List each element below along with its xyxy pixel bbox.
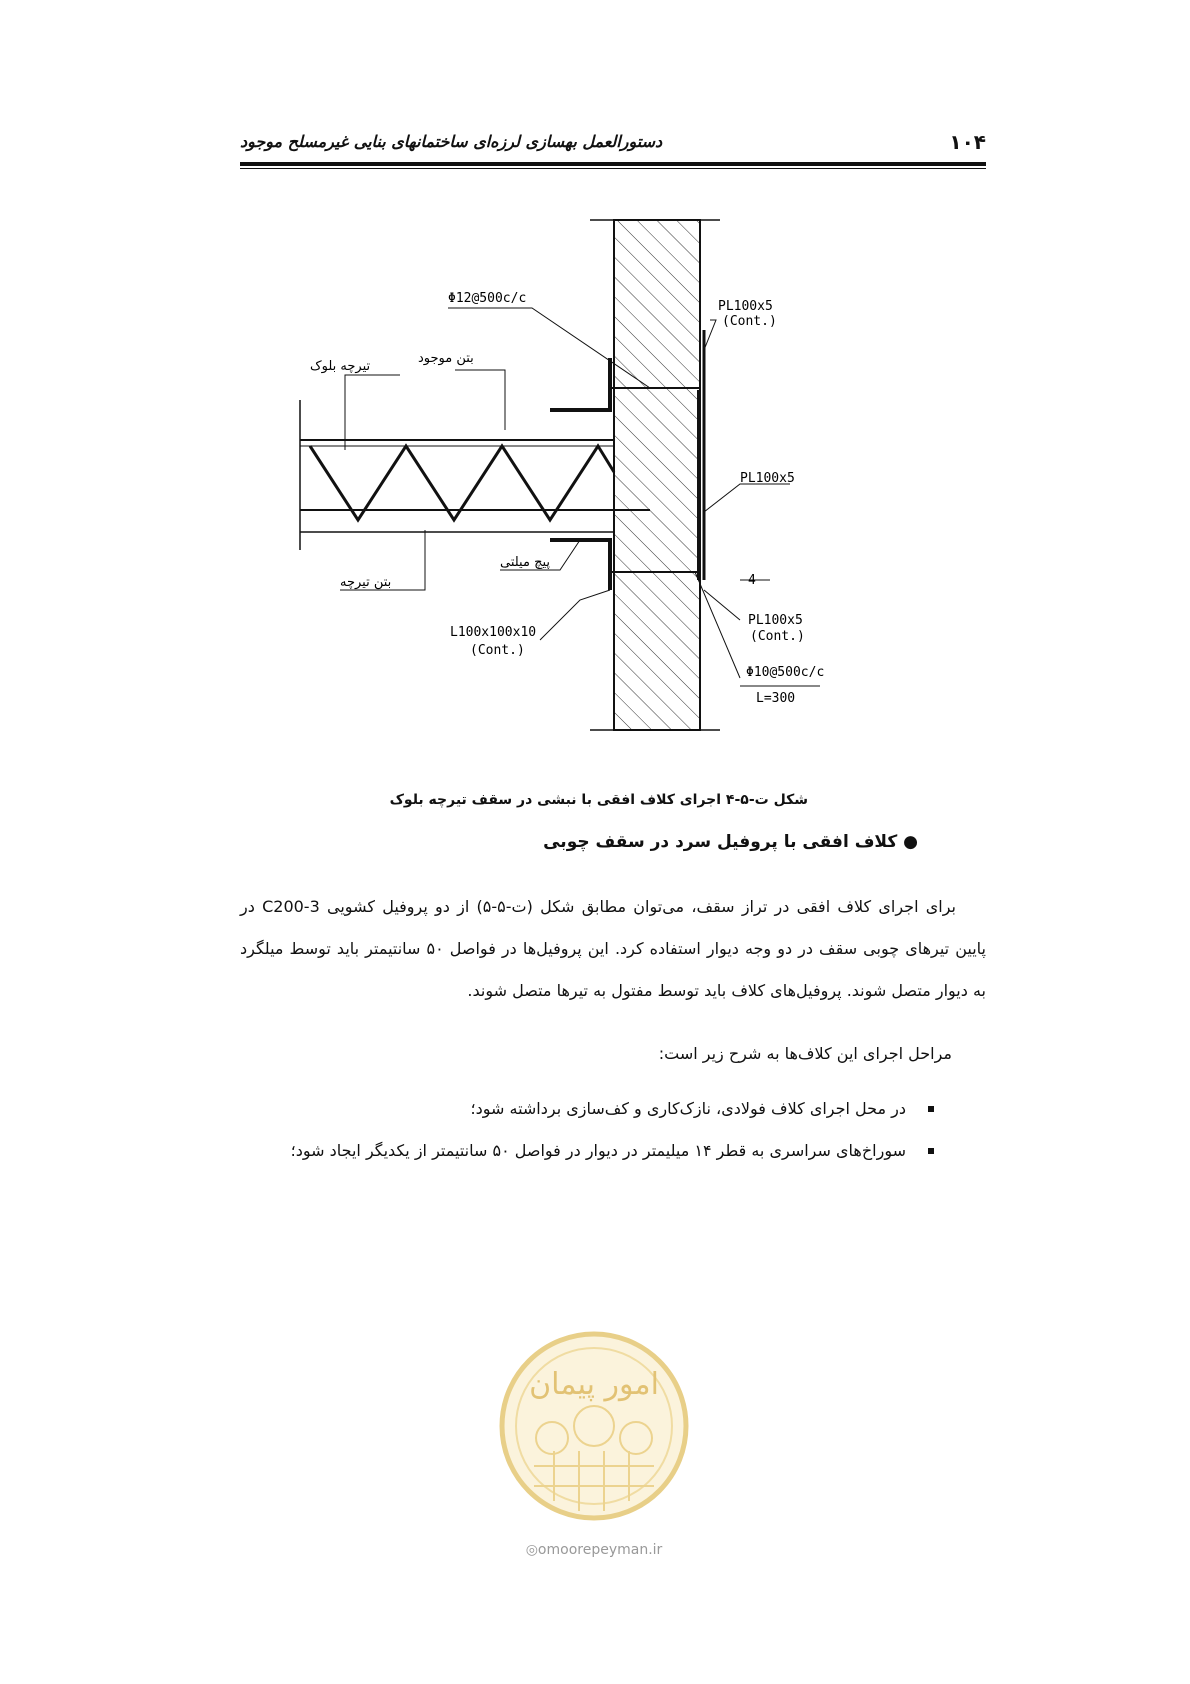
watermark-logo-text: امور پیمان [529, 1367, 659, 1402]
body-paragraph: برای اجرای کلاف افقی در تراز سقف، می‌توان مطابق شکل (ت-۵-۵) از دو پروفیل کشویی C200-3 در پایین تیرهای چوبی سقف در دو وجه دیوار استفاده کرد. این پروفیل‌ها در فواصل ۵۰ سانتیمتر باید توسط میلگرد به دیوار متصل شوند. پروفیل‌های کلاف باید توسط مفتول به تیرها متصل شوند. [240, 897, 986, 1000]
section-heading: ● کلاف افقی با پروفیل سرد در سقف چوبی [543, 832, 918, 852]
label-rebar-bottom: Φ10@500c/c [746, 665, 825, 680]
label-plate-bottom-cont: (Cont.) [750, 629, 805, 644]
watermark-site-text: omoorepeyman.ir [537, 1542, 663, 1558]
label-length: L=300 [756, 691, 796, 706]
header-rule-thin [240, 168, 986, 169]
steps-intro: مراحل اجرای این کلاف‌ها به شرح زیر است: [658, 1044, 952, 1063]
figure-caption: شکل ت-۵-۴ اجرای کلاف افقی با نبشی در سقف تیرچه بلوک [389, 792, 808, 808]
section-heading-text: کلاف افقی با پروفیل سرد در سقف چوبی [543, 832, 898, 852]
bullet-icon [928, 1106, 934, 1112]
label-anchor-bolt: پیچ میلتی [500, 555, 551, 570]
label-plate-top: PL100x5 [718, 299, 773, 314]
list-item [240, 1130, 934, 1172]
label-rebar-top: Φ12@500c/c [448, 291, 527, 306]
label-angle: L100x100x10 [450, 625, 537, 640]
list-item-text: سوراخ‌های سراسری به قطر ۱۴ میلیمتر در دیوار در فواصل ۵۰ سانتیمتر از یکدیگر ایجاد شود؛ [290, 1141, 906, 1160]
steps-list [240, 1088, 934, 1172]
page-number: ۱۰۴ [949, 130, 986, 154]
label-joist-concrete: بتن تیرچه [340, 575, 392, 590]
label-angle-cont: (Cont.) [470, 643, 525, 658]
label-plate-top-cont: (Cont.) [722, 314, 777, 329]
header-rule [240, 162, 986, 166]
page-header [240, 126, 986, 164]
list-item [240, 1088, 934, 1130]
masonry-wall [614, 220, 700, 730]
watermark-logo [494, 1326, 694, 1526]
label-existing-concrete: بتن موجود [418, 351, 474, 366]
label-joist-block: تیرچه بلوک [310, 359, 371, 374]
list-item-text: در محل اجرای کلاف فولادی، نازک‌کاری و کف‌سازی برداشته شود؛ [470, 1099, 906, 1118]
label-plate-bottom: PL100x5 [748, 613, 803, 628]
running-title: دستورالعمل بهسازی لرزه‌ای ساختمانهای بنایی غیرمسلح موجود [240, 132, 663, 151]
label-weld: 4 [748, 573, 756, 588]
detail-drawing [270, 210, 970, 790]
label-plate-mid: PL100x5 [740, 471, 795, 486]
bullet-icon [928, 1148, 934, 1154]
watermark-site: ◎omoorepeyman.ir [525, 1542, 663, 1558]
